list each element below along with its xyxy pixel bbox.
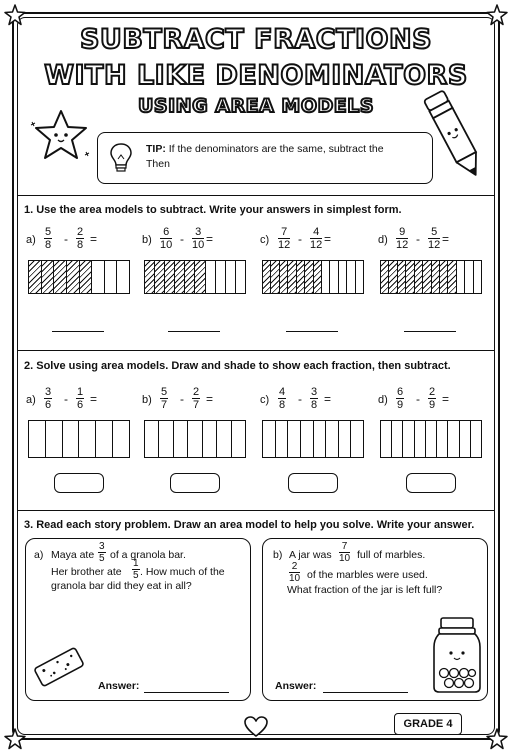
area-model-cell: [423, 261, 431, 293]
area-model-cell[interactable]: [113, 421, 129, 457]
equals-sign: =: [324, 392, 332, 406]
answer-line[interactable]: [404, 331, 456, 332]
fraction-minuend: $\frac{3}{6}$: [45, 386, 52, 411]
area-model-cell: [165, 261, 175, 293]
area-model-cell[interactable]: [217, 421, 231, 457]
fraction-subtrahend: $\frac{2}{7}$: [193, 386, 200, 411]
equals-sign: =: [90, 392, 98, 406]
fraction-subtrahend: $\frac{5}{12}$: [428, 226, 441, 251]
story-a-text-3: Her brother ate: [51, 566, 122, 578]
section-divider: [17, 350, 495, 351]
area-model-cell: [175, 261, 185, 293]
area-model-cell: [206, 261, 216, 293]
equals-sign: =: [442, 392, 450, 406]
fraction-subtrahend: $\frac{4}{12}$: [310, 226, 323, 251]
area-model: [380, 260, 482, 294]
minus-sign: -: [298, 392, 302, 406]
area-model-cell[interactable]: [460, 421, 471, 457]
title-line-2: WITH LIKE DENOMINATORS: [44, 60, 468, 91]
area-model-cell: [185, 261, 195, 293]
area-model-cell: [105, 261, 118, 293]
story-b-fraction-2: $\frac{2}{10}$: [289, 561, 301, 584]
story-b-text-4: What fraction of the jar is left full?: [287, 584, 443, 596]
area-model: [144, 260, 246, 294]
fraction-subtrahend: $\frac{2}{9}$: [429, 386, 436, 411]
tip-box: [97, 132, 433, 184]
area-model-cell[interactable]: [46, 421, 63, 457]
fraction-subtrahend: $\frac{2}{8}$: [77, 226, 84, 251]
corner-star-icon: [4, 4, 26, 26]
area-model[interactable]: [380, 420, 482, 458]
problem-letter: b): [142, 234, 152, 246]
area-model: [262, 260, 364, 294]
tip-label: TIP:: [146, 143, 166, 155]
area-model-cell: [356, 261, 363, 293]
story-box-b: [262, 538, 488, 701]
area-model-cell: [92, 261, 105, 293]
area-model[interactable]: [262, 420, 364, 458]
problem-letter: b): [142, 394, 152, 406]
area-model-cell: [465, 261, 473, 293]
area-model-cell: [216, 261, 226, 293]
area-model-cell[interactable]: [232, 421, 245, 457]
area-model-cell[interactable]: [326, 421, 339, 457]
corner-star-icon: [4, 728, 26, 750]
story-a-fraction-1: $\frac{3}{5}$: [99, 541, 105, 564]
area-model-cell[interactable]: [203, 421, 217, 457]
pencil-icon: [430, 86, 480, 186]
area-model-cell[interactable]: [426, 421, 437, 457]
area-model-cell: [339, 261, 347, 293]
corner-star-icon: [486, 4, 508, 26]
equals-sign: =: [206, 392, 214, 406]
area-model-cell[interactable]: [415, 421, 426, 457]
problem-letter: d): [378, 234, 388, 246]
area-model-cell: [117, 261, 129, 293]
minus-sign: -: [64, 392, 68, 406]
heart-icon: [244, 716, 268, 738]
area-model-cell[interactable]: [63, 421, 80, 457]
section-divider: [17, 195, 495, 196]
answer-line[interactable]: [52, 331, 104, 332]
area-model-cell: [145, 261, 155, 293]
area-model-cell: [330, 261, 338, 293]
problem-letter: c): [260, 234, 270, 246]
story-a-text-4: . How much of the: [140, 566, 225, 578]
story-b-answer-label: Answer:: [275, 680, 317, 692]
answer-box[interactable]: [288, 473, 338, 493]
area-model-cell: [29, 261, 42, 293]
area-model-cell: [263, 261, 271, 293]
story-b-answer-line[interactable]: [323, 692, 408, 693]
lightbulb-icon: [108, 141, 134, 175]
area-model[interactable]: [144, 420, 246, 458]
area-model-cell[interactable]: [301, 421, 314, 457]
problem-letter: a): [26, 234, 36, 246]
fraction-subtrahend: $\frac{1}{6}$: [77, 386, 84, 411]
area-model-cell: [406, 261, 414, 293]
area-model-cell[interactable]: [263, 421, 276, 457]
area-model-cell[interactable]: [471, 421, 481, 457]
story-a-answer-line[interactable]: [144, 692, 229, 693]
area-model-cell: [67, 261, 80, 293]
area-model-cell[interactable]: [159, 421, 173, 457]
area-model-cell: [415, 261, 423, 293]
tip-line-2: Then: [146, 158, 170, 170]
story-a-text-1: Maya ate: [51, 549, 95, 561]
area-model-cell: [288, 261, 296, 293]
minus-sign: -: [416, 392, 420, 406]
fraction-minuend: $\frac{7}{12}$: [278, 226, 291, 251]
tip-line-1: If the denominators are the same, subtract the: [168, 143, 384, 155]
fraction-minuend: $\frac{4}{8}$: [279, 386, 286, 411]
area-model-cell[interactable]: [174, 421, 188, 457]
area-model-cell[interactable]: [79, 421, 96, 457]
area-model-cell: [440, 261, 448, 293]
area-model-cell[interactable]: [314, 421, 327, 457]
story-a-letter: a): [34, 549, 44, 561]
area-model-cell[interactable]: [437, 421, 448, 457]
title-line-3: USING AREA MODELS: [137, 95, 375, 117]
equals-sign: =: [442, 232, 450, 246]
problem-letter: d): [378, 394, 388, 406]
area-model-cell[interactable]: [403, 421, 414, 457]
area-model-cell: [305, 261, 313, 293]
title-line-1: SUBTRACT FRACTIONS: [79, 24, 433, 55]
answer-line[interactable]: [286, 331, 338, 332]
area-model-cell: [195, 261, 205, 293]
section-1-heading: 1. Use the area models to subtract. Write your answers in simplest form.: [24, 204, 402, 216]
area-model-cell: [474, 261, 481, 293]
area-model-cell: [155, 261, 165, 293]
area-model-cell: [297, 261, 305, 293]
area-model-cell[interactable]: [339, 421, 352, 457]
area-model-cell[interactable]: [288, 421, 301, 457]
fraction-minuend: $\frac{5}{7}$: [161, 386, 168, 411]
section-2-heading: 2. Solve using area models. Draw and shade to show each fraction, then subtract.: [24, 360, 451, 372]
fraction-minuend: $\frac{6}{10}$: [160, 226, 173, 251]
minus-sign: -: [180, 232, 184, 246]
story-a-answer-label: Answer:: [98, 680, 140, 692]
story-b-text-2: full of marbles.: [357, 549, 426, 561]
fraction-minuend: $\frac{9}{12}$: [396, 226, 409, 251]
area-model-cell[interactable]: [188, 421, 202, 457]
area-model-cell: [271, 261, 279, 293]
section-divider: [17, 510, 495, 511]
equals-sign: =: [324, 232, 332, 246]
area-model: [28, 260, 130, 294]
story-b-text-3: of the marbles were used.: [307, 569, 428, 581]
minus-sign: -: [416, 232, 420, 246]
area-model-cell[interactable]: [96, 421, 113, 457]
area-model-cell: [42, 261, 55, 293]
answer-line[interactable]: [168, 331, 220, 332]
area-model-cell: [347, 261, 355, 293]
problem-letter: c): [260, 394, 270, 406]
answer-box[interactable]: [54, 473, 104, 493]
marble-jar-icon: [431, 615, 483, 695]
area-model-cell[interactable]: [351, 421, 363, 457]
minus-sign: -: [64, 232, 68, 246]
area-model-cell: [457, 261, 465, 293]
area-model-cell[interactable]: [276, 421, 289, 457]
area-model-cell: [54, 261, 67, 293]
story-a-text-2: of a granola bar.: [110, 549, 186, 561]
story-b-fraction-1: $\frac{7}{10}$: [339, 541, 351, 564]
answer-box[interactable]: [170, 473, 220, 493]
star-icon: [30, 108, 92, 164]
problem-letter: a): [26, 394, 36, 406]
equals-sign: =: [206, 232, 214, 246]
area-model-cell: [398, 261, 406, 293]
area-model-cell: [226, 261, 236, 293]
story-box-a: [25, 538, 251, 701]
minus-sign: -: [180, 392, 184, 406]
area-model-cell: [389, 261, 397, 293]
tip-text: [146, 142, 426, 172]
fraction-subtrahend: $\frac{3}{10}$: [192, 226, 205, 251]
section-3-heading: 3. Read each story problem. Draw an area model to help you solve. Write your answer.: [24, 519, 475, 531]
corner-star-icon: [486, 728, 508, 750]
story-a-text-5: granola bar did they eat in all?: [51, 580, 192, 592]
fraction-minuend: $\frac{5}{8}$: [45, 226, 52, 251]
area-model-cell: [80, 261, 93, 293]
fraction-subtrahend: $\frac{3}{8}$: [311, 386, 318, 411]
fraction-minuend: $\frac{6}{9}$: [397, 386, 404, 411]
story-b-letter: b): [273, 549, 283, 561]
area-model-cell[interactable]: [29, 421, 46, 457]
area-model-cell[interactable]: [448, 421, 459, 457]
area-model-cell[interactable]: [145, 421, 159, 457]
minus-sign: -: [298, 232, 302, 246]
area-model-cell: [432, 261, 440, 293]
area-model-cell: [280, 261, 288, 293]
granola-bar-icon: [30, 647, 88, 687]
area-model-cell: [236, 261, 245, 293]
area-model-cell: [322, 261, 330, 293]
answer-box[interactable]: [406, 473, 456, 493]
story-a-fraction-2: $\frac{1}{5}$: [133, 558, 139, 581]
grade-badge: GRADE 4: [394, 713, 462, 735]
story-b-text-1: A jar was: [289, 549, 332, 561]
area-model-cell: [381, 261, 389, 293]
area-model-cell: [314, 261, 322, 293]
area-model-cell[interactable]: [381, 421, 392, 457]
area-model-cell: [448, 261, 456, 293]
area-model-cell[interactable]: [392, 421, 403, 457]
area-model[interactable]: [28, 420, 130, 458]
equals-sign: =: [90, 232, 98, 246]
